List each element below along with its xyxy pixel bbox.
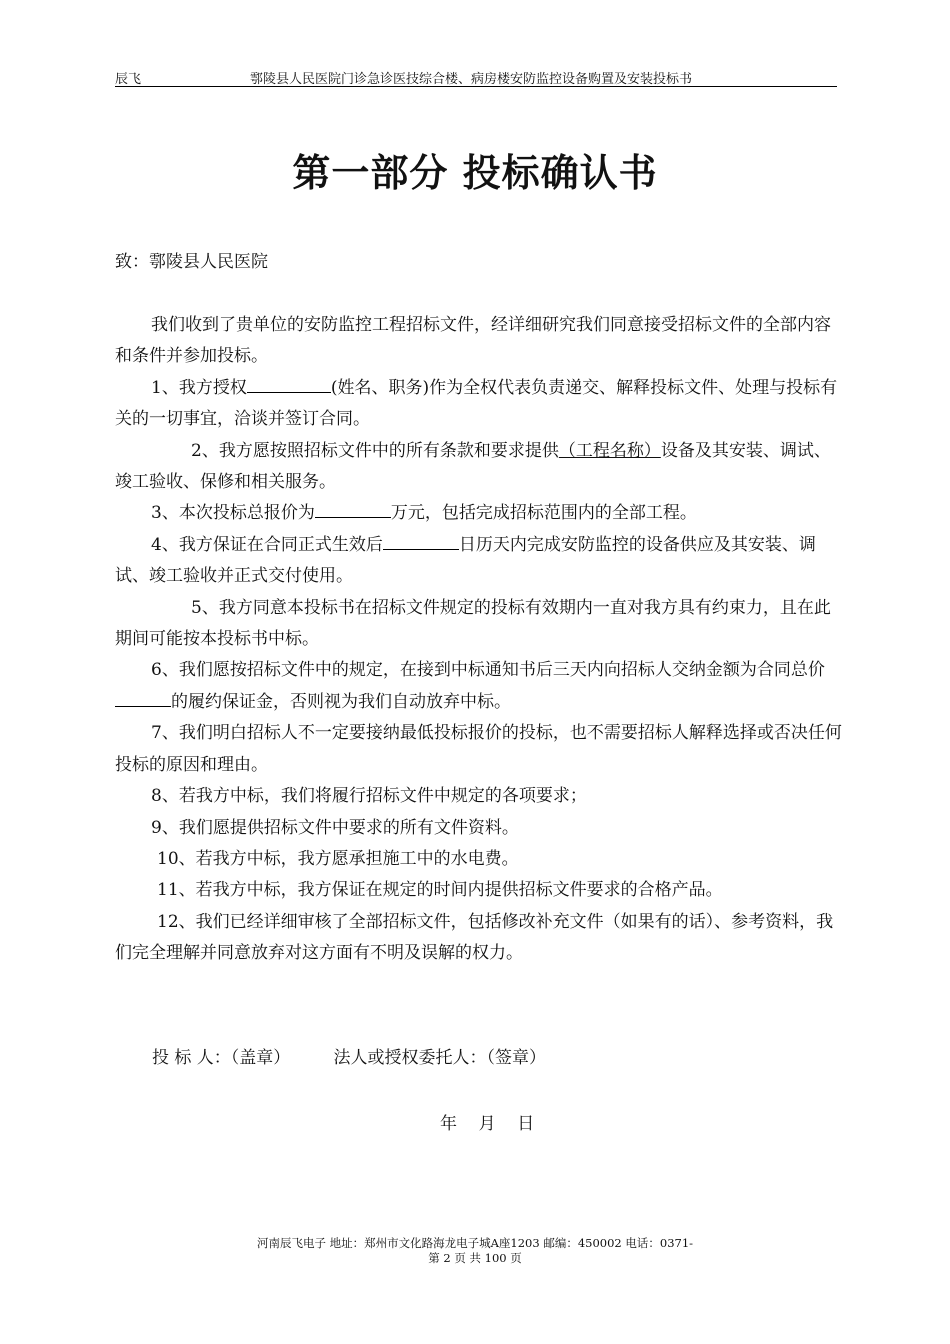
item-8: 8、若我方中标，我们将履行招标文件中规定的各项要求；: [151, 786, 587, 807]
item-6-text-a: 6、我们愿按招标文件中的规定，在接到中标通知书后三天内向招标人交纳金额为合同总价: [151, 660, 825, 681]
item-11: 11、若我方中标，我方保证在规定的时间内提供招标文件要求的合格产品。: [157, 880, 723, 901]
project-name: （工程名称）: [558, 440, 661, 461]
item-7: 7、我们明白招标人不一定要接纳最低投标报价的投标，也不需要招标人解释选择或否决任何投标的原因和理由。: [115, 723, 842, 775]
price-blank[interactable]: [315, 499, 391, 518]
name-blank[interactable]: [247, 374, 331, 393]
item-2-text-a: 2、我方愿按照招标文件中的所有条款和要求提供: [191, 440, 559, 461]
page-footer: [0, 1236, 950, 1266]
item-3-text-b: 万元，包括完成招标范围内的全部工程。: [390, 503, 697, 524]
item-4-text-b: 日历天内完成安防监控的设备供应及其安装、调试、竣工验收并正式交付使用。: [115, 534, 816, 587]
item-4: [115, 530, 845, 593]
date-line: 年 月 日: [440, 1114, 535, 1134]
page-header: [115, 66, 837, 87]
item-9: 9、我们愿提供招标文件中要求的所有文件资料。: [151, 817, 519, 838]
representative-sign-label: 法人或授权委托人：（签章）: [333, 1048, 547, 1068]
item-12: 12、我们已经详细审核了全部招标文件，包括修改补充文件（如果有的话）、参考资料，我们完全理解并同意放弃对这方面有不明及误解的权力。: [115, 911, 834, 964]
header-company: 辰飞: [115, 72, 142, 87]
item-6: [115, 655, 845, 718]
item-1-text-b: (姓名、职务)作为全权代表负责递交、解释投标文件、处理与投标有关的一切事宜，洽谈并签订合同。: [115, 377, 838, 430]
page-title: 第一部分 投标确认书: [292, 150, 658, 195]
recipient: 致：鄠陵县人民医院: [115, 252, 268, 272]
item-2-text-b: 设备及其安装、调试、竣工验收、保修和相关服务。: [115, 440, 831, 493]
item-10: 10、若我方中标，我方愿承担施工中的水电费。: [157, 848, 519, 869]
letter-body: [115, 310, 845, 970]
item-2: [115, 436, 845, 499]
page-number: 第 2 页 共 100 页: [428, 1251, 522, 1265]
item-6-text-b: 的履约保证金，否则视为我们自动放弃中标。: [171, 691, 511, 712]
item-1: [115, 373, 845, 436]
guarantee-blank[interactable]: [115, 688, 171, 707]
header-document-title: 鄠陵县人民医院门诊急诊医技综合楼、病房楼安防监控设备购置及安装投标书: [250, 72, 693, 87]
item-3: [115, 498, 845, 529]
bidder-stamp-label: 投 标 人：（盖章）: [152, 1048, 291, 1068]
item-5: 5、我方同意本投标书在招标文件规定的投标有效期内一直对我方具有约束力，且在此期间可能按本投标书中标。: [115, 597, 831, 650]
item-3-text-a: 3、本次投标总报价为: [151, 503, 315, 524]
item-1-text-a: 1、我方授权: [151, 377, 247, 398]
signature-line: [152, 1043, 546, 1068]
footer-address: 河南辰飞电子 地址：郑州市文化路海龙电子城A座1203 邮编：450002 电话：0371-: [256, 1236, 694, 1250]
intro-paragraph: 我们收到了贵单位的安防监控工程招标文件，经详细研究我们同意接受招标文件的全部内容和条件并参加投标。: [115, 315, 831, 367]
item-4-text-a: 4、我方保证在合同正式生效后: [151, 534, 383, 555]
days-blank[interactable]: [383, 531, 459, 550]
